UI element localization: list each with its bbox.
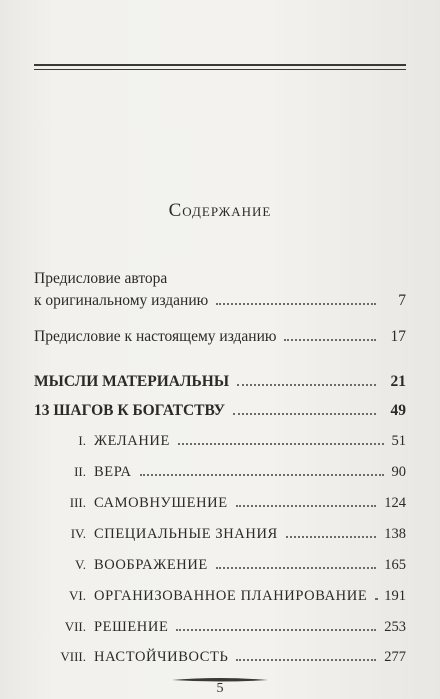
toc-entry-label: Предисловие к настоящему изданию bbox=[34, 328, 277, 345]
chapter-number: III. bbox=[69, 495, 86, 510]
page-title: Содержание bbox=[168, 200, 272, 221]
toc-chapter bbox=[34, 647, 406, 667]
chapter-label: НАСТОЙЧИВОСТЬ bbox=[94, 649, 229, 665]
header-rule-thin bbox=[34, 69, 406, 70]
toc-chapter bbox=[34, 431, 406, 451]
chapter-number: VI. bbox=[69, 588, 86, 603]
toc-entry-current-preface bbox=[34, 326, 406, 348]
header-rule bbox=[34, 64, 406, 66]
toc-page-number: 21 bbox=[390, 373, 406, 390]
toc-page-number: 7 bbox=[398, 292, 406, 309]
chapter-number: VIII. bbox=[60, 649, 86, 664]
toc-entry-author-preface bbox=[34, 268, 406, 312]
dot-leader bbox=[286, 535, 376, 538]
chapter-page-number: 277 bbox=[384, 649, 406, 665]
toc-entry-label: 13 ШАГОВ К БОГАТСТВУ bbox=[34, 402, 225, 419]
chapter-page-number: 253 bbox=[384, 619, 406, 635]
dot-leader bbox=[236, 504, 377, 507]
chapter-label: САМОВНУШЕНИЕ bbox=[94, 495, 228, 511]
dot-leader bbox=[237, 383, 376, 386]
dot-leader bbox=[216, 566, 376, 569]
toc-chapter bbox=[34, 617, 406, 637]
toc-chapter bbox=[34, 493, 406, 513]
chapter-label: РЕШЕНИЕ bbox=[94, 619, 169, 635]
dot-leader bbox=[140, 473, 384, 476]
toc-chapter bbox=[34, 586, 406, 606]
dot-leader bbox=[216, 302, 376, 305]
chapter-label: ЖЕЛАНИЕ bbox=[94, 433, 170, 449]
page-number: 5 bbox=[216, 681, 224, 696]
chapter-number: V. bbox=[75, 557, 86, 572]
toc-entry-13-steps bbox=[34, 400, 406, 422]
dot-leader bbox=[284, 338, 376, 341]
toc-page-number: 17 bbox=[390, 328, 406, 345]
chapter-number: IV. bbox=[70, 526, 86, 541]
toc-entry-label-line2: к оригинальному изданию bbox=[34, 292, 209, 309]
chapter-number: VII. bbox=[64, 619, 86, 634]
dot-leader bbox=[236, 658, 376, 661]
toc-entry-thoughts bbox=[34, 371, 406, 393]
chapter-page-number: 138 bbox=[384, 526, 406, 542]
toc-chapter bbox=[34, 462, 406, 482]
chapter-page-number: 191 bbox=[384, 588, 406, 604]
toc-chapter bbox=[34, 524, 406, 544]
dot-leader bbox=[178, 442, 384, 445]
chapter-page-number: 124 bbox=[384, 495, 406, 511]
chapter-number: II. bbox=[74, 464, 86, 479]
chapter-page-number: 165 bbox=[384, 557, 406, 573]
chapter-number: I. bbox=[78, 433, 86, 448]
toc-page-number: 49 bbox=[390, 402, 406, 419]
chapter-page-number: 90 bbox=[391, 464, 406, 480]
chapter-label: СПЕЦИАЛЬНЫЕ ЗНАНИЯ bbox=[94, 526, 278, 542]
chapter-page-number: 51 bbox=[391, 433, 406, 449]
dot-leader bbox=[375, 597, 376, 600]
toc-chapter bbox=[34, 555, 406, 575]
dot-leader bbox=[233, 412, 376, 415]
dot-leader bbox=[176, 628, 376, 631]
chapter-label: ВООБРАЖЕНИЕ bbox=[94, 557, 208, 573]
toc-entry-label: МЫСЛИ МАТЕРИАЛЬНЫ bbox=[34, 373, 230, 390]
toc-entry-label-line1: Предисловие автора bbox=[34, 270, 168, 287]
chapter-label: ВЕРА bbox=[94, 464, 132, 480]
chapter-label: ОРГАНИЗОВАННОЕ ПЛАНИРОВАНИЕ bbox=[94, 588, 368, 604]
